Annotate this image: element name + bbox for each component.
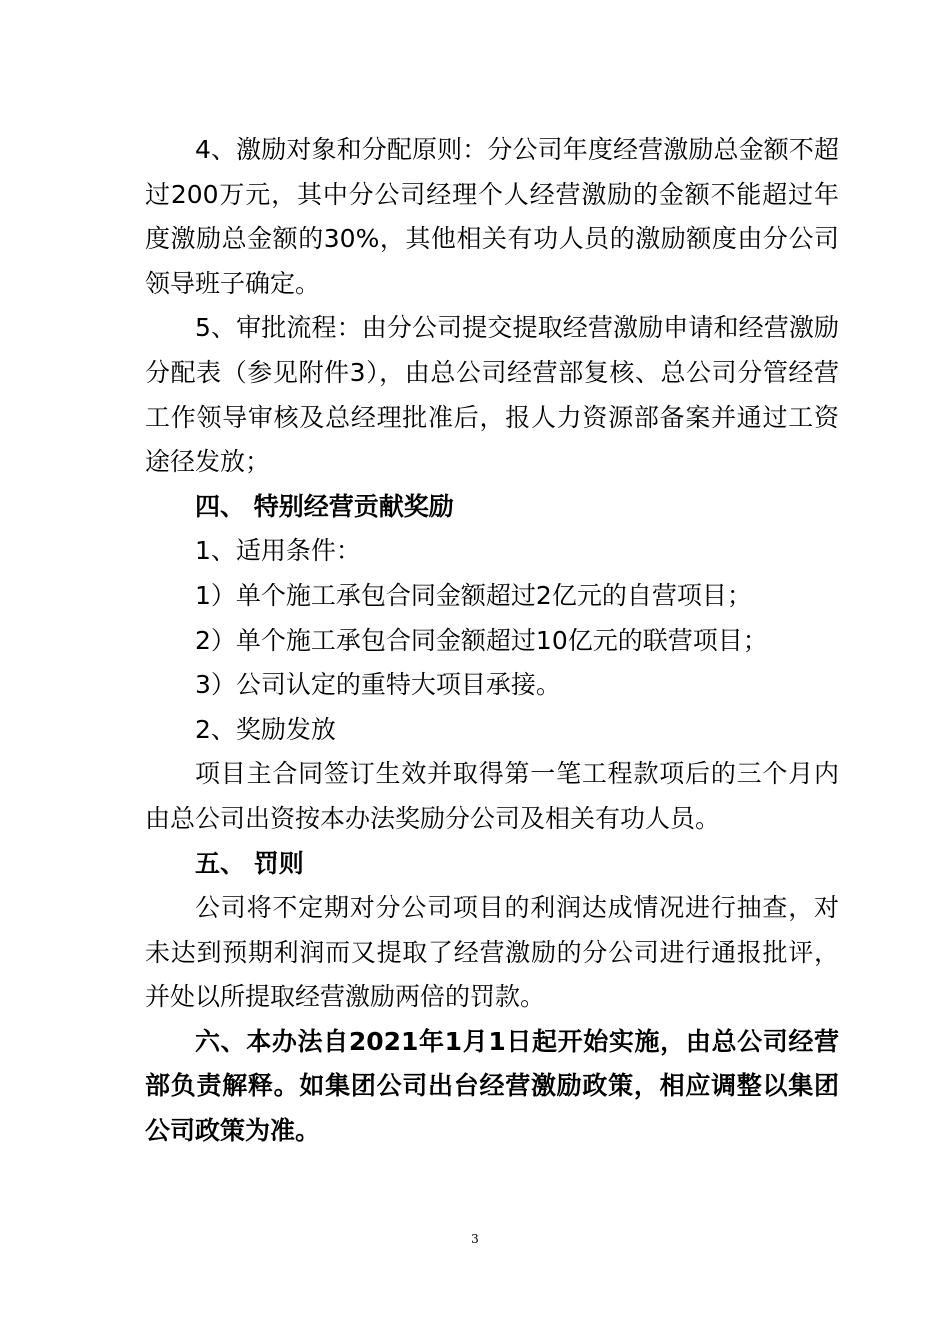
page-number: 3 (471, 1232, 479, 1246)
list-item-condition-1: 1）单个施工承包合同金额超过2亿元的自营项目； (195, 580, 752, 610)
document-body (145, 128, 839, 1154)
paragraph-penalty-details: 公司将不定期对分公司项目的利润达成情况进行抽查，对未达到预期利润而又提取了经营激励的分公司进行通报批评，并处以所提取经营激励两倍的罚款。 (145, 893, 839, 1012)
paragraph-approval-process: 5、审批流程：由分公司提交提取经营激励申请和经营激励分配表（参见附件3），由总公司经营部复核、总公司分管经营工作领导审核及总经理批准后，报人力资源部备案并通过工资途径发放； (145, 313, 839, 477)
section-heading-penalties: 五、 罚则 (195, 848, 304, 878)
paragraph-incentive-allocation: 4、激励对象和分配原则：分公司年度经营激励总金额不超过200万元，其中分公司经理个人经营激励的金额不能超过年度激励总金额的30%，其他相关有功人员的激励额度由分公司领导班子确定。 (145, 135, 839, 298)
paragraph-effective-date: 六、本办法自2021年1月1日起开始实施，由总公司经营部负责解释。如集团公司出台经营激励政策，相应调整以集团公司政策为准。 (145, 1026, 839, 1146)
list-item-condition-2: 2）单个施工承包合同金额超过10亿元的联营项目； (195, 625, 768, 655)
paragraph-reward-distribution: 2、奖励发放 (195, 714, 336, 744)
section-heading-special-reward: 四、 特别经营贡献奖励 (195, 491, 454, 521)
list-item-condition-3: 3）公司认定的重特大项目承接。 (195, 670, 561, 700)
paragraph-reward-timing: 项目主合同签订生效并取得第一笔工程款项后的三个月内由总公司出资按本办法奖励分公司及相关有功人员。 (145, 759, 839, 833)
paragraph-applicable-conditions: 1、适用条件： (195, 536, 361, 566)
